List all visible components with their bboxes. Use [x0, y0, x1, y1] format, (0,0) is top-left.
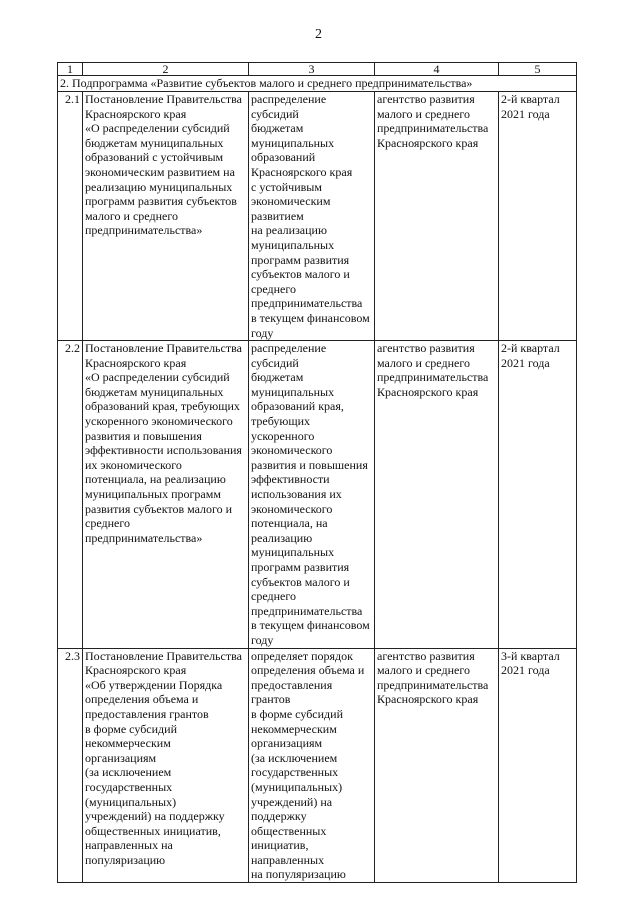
deadline-cell: 2-й квартал 2021 года — [499, 341, 577, 648]
column-header: 5 — [499, 63, 577, 76]
row-number: 2.1 — [58, 92, 83, 341]
section-title: 2. Подпрограмма «Развитие субъектов малого и среднего предпринимательства» — [58, 76, 577, 92]
deadline-cell: 3-й квартал 2021 года — [499, 648, 577, 883]
column-header: 2 — [83, 63, 249, 76]
content-cell: определяет порядок определения объема и предоставления грантов в форме субсидий некоммерческим организациям (за исключением государственных (муниципальных) учреждений) на поддержку общественных инициатив, направленных на популяризацию — [249, 648, 375, 883]
column-header: 3 — [249, 63, 375, 76]
table-row — [58, 341, 577, 648]
row-number: 2.3 — [58, 648, 83, 883]
header-row — [58, 63, 577, 76]
document-name-cell: Постановление Правительства Красноярского края «О распределении субсидий бюджетам муниципальных образований края, требующих ускоренного экономического развития и повышения эффективности использования их экономического потенциала, на реализацию муниципальных программ развития субъектов малого и среднего предпринимательства» — [83, 341, 249, 648]
document-name-cell: Постановление Правительства Красноярского края «О распределении субсидий бюджетам муниципальных образований с устойчивым экономическим развитием на реализацию муниципальных программ развития субъектов малого и среднего предпринимательства» — [83, 92, 249, 341]
column-header: 4 — [375, 63, 499, 76]
responsible-agency-cell: агентство развития малого и среднего предпринимательства Красноярского края — [375, 92, 499, 341]
content-cell: распределение субсидий бюджетам муниципальных образований края, требующих ускоренного экономического развития и повышения эффективности использования их экономического потенциала, на реализацию муниципальных программ развития субъектов малого и среднего предпринимательства в текущем финансовом году — [249, 341, 375, 648]
table-row — [58, 648, 577, 883]
deadline-cell: 2-й квартал 2021 года — [499, 92, 577, 341]
content-cell: распределение субсидий бюджетам муниципальных образований Красноярского края с устойчивым экономическим развитием на реализацию муниципальных программ развития субъектов малого и среднего предпринимательства в текущем финансовом году — [249, 92, 375, 341]
plan-table — [57, 62, 577, 883]
column-header: 1 — [58, 63, 83, 76]
document-name-cell: Постановление Правительства Красноярского края «Об утверждении Порядка определения объема и предоставления грантов в форме субсидий некоммерческим организациям (за исключением государственных (муниципальных) учреждений) на поддержку общественных инициатив, направленных на популяризацию — [83, 648, 249, 883]
responsible-agency-cell: агентство развития малого и среднего предпринимательства Красноярского края — [375, 341, 499, 648]
responsible-agency-cell: агентство развития малого и среднего предпринимательства Красноярского края — [375, 648, 499, 883]
section-row — [58, 76, 577, 92]
page-number: 2 — [315, 27, 322, 42]
row-number: 2.2 — [58, 341, 83, 648]
table-row — [58, 92, 577, 341]
